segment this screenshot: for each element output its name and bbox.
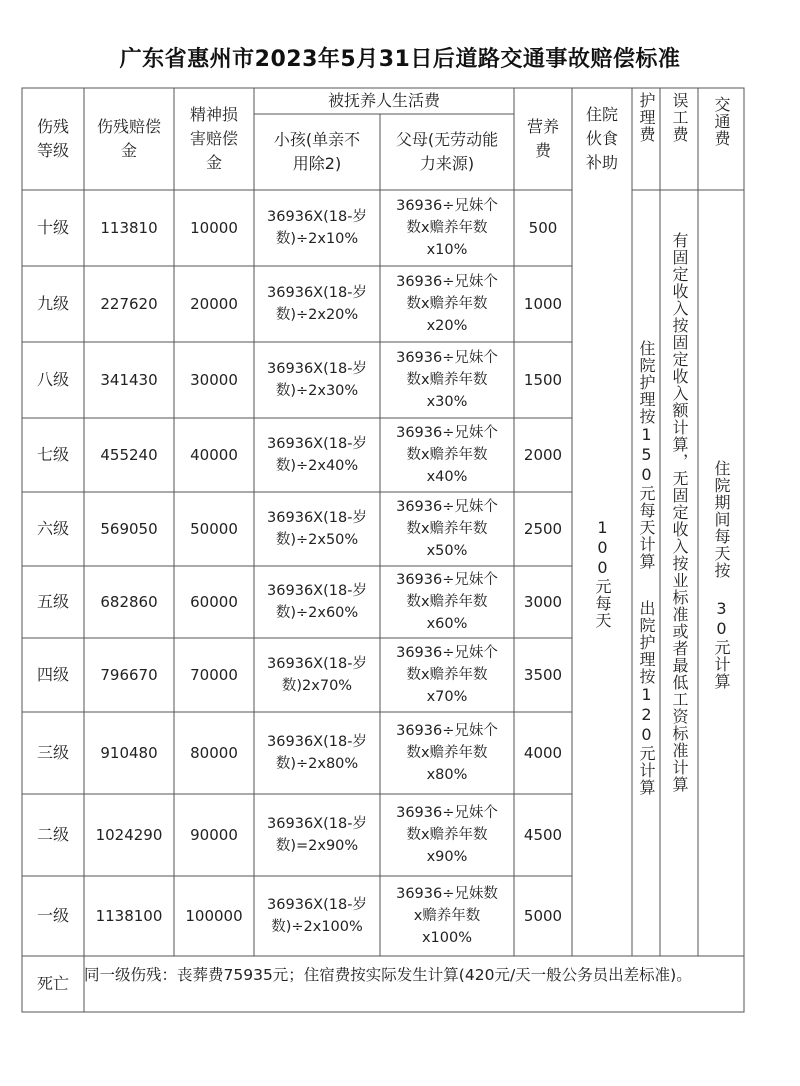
header-compensation: 伤残赔偿金 — [96, 117, 161, 160]
grade-cell: 三级 — [36, 743, 69, 762]
child-formula-cell: 36936X(18-岁数)÷2x20% — [267, 285, 367, 323]
parent-formula-cell: 36936÷兄妹数x赡养年数x100% — [396, 886, 498, 946]
nursing-outpatient: 出院护理按120元计算 — [637, 600, 656, 796]
mental-cell: 40000 — [190, 446, 238, 464]
grade-cell: 十级 — [36, 218, 69, 237]
grade-cell: 七级 — [36, 445, 69, 464]
parent-formula-cell: 36936÷兄妹个数x赡养年数x10% — [396, 198, 498, 258]
compensation-cell: 682860 — [100, 593, 158, 611]
mental-cell: 10000 — [190, 219, 238, 237]
parent-formula-cell: 36936÷兄妹个数x赡养年数x20% — [396, 274, 498, 334]
compensation-cell: 1024290 — [95, 826, 163, 844]
nutrition-cell: 3500 — [523, 666, 563, 684]
compensation-cell: 1138100 — [95, 907, 163, 925]
grade-cell: 九级 — [36, 294, 69, 313]
lost-work-rule: 有固定收入按固定收入额计算，无固定收入按业标准或者最低工资标准计算 — [670, 232, 689, 793]
compensation-cell: 227620 — [100, 295, 158, 313]
parent-formula-cell: 36936÷兄妹个数x赡养年数x30% — [396, 350, 498, 410]
nutrition-cell: 5000 — [523, 907, 563, 925]
nutrition-cell: 3000 — [523, 593, 563, 611]
mental-cell: 90000 — [190, 826, 238, 844]
nutrition-cell: 4500 — [523, 826, 563, 844]
compensation-cell: 341430 — [100, 371, 158, 389]
child-formula-cell: 36936X(18-岁数)=2x90% — [267, 816, 367, 854]
transport-rule: 住院期间每天按 30元计算 — [712, 460, 731, 690]
header-transport: 交通费 — [712, 96, 731, 147]
compensation-cell: 910480 — [100, 744, 158, 762]
header-nursing: 护理费 — [637, 92, 656, 143]
child-formula-cell: 36936X(18-岁数)÷2x80% — [267, 734, 367, 772]
header-mental: 精神损害赔偿金 — [189, 105, 238, 172]
nutrition-cell: 1000 — [523, 295, 563, 313]
grade-cell: 一级 — [36, 906, 69, 925]
header-child: 小孩(单亲不用除2) — [273, 130, 361, 173]
death-text: 同一级伤残：丧葬费75935元；住宿费按实际发生计算(420元/天一般公务员出差标准)。 — [84, 966, 692, 984]
compensation-cell: 455240 — [100, 446, 158, 464]
grade-cell: 二级 — [36, 825, 69, 844]
nutrition-cell: 4000 — [523, 744, 563, 762]
nutrition-cell: 1500 — [523, 371, 563, 389]
nutrition-cell: 2500 — [523, 520, 563, 538]
parent-formula-cell: 36936÷兄妹个数x赡养年数x40% — [396, 425, 498, 485]
mental-cell: 30000 — [190, 371, 238, 389]
header-nutrition: 营养费 — [526, 117, 559, 160]
page-title: 广东省惠州市2023年5月31日后道路交通事故赔偿标准 — [119, 47, 681, 72]
mental-cell: 20000 — [190, 295, 238, 313]
grade-cell: 四级 — [36, 665, 69, 684]
nutrition-cell: 2000 — [523, 446, 563, 464]
parent-formula-cell: 36936÷兄妹个数x赡养年数x70% — [396, 645, 498, 705]
meal-allowance: 100元每天 — [593, 517, 612, 629]
header-meal: 住院伙食补助 — [585, 105, 618, 172]
child-formula-cell: 36936X(18-岁数)÷2x50% — [267, 510, 367, 548]
compensation-cell: 569050 — [100, 520, 158, 538]
grade-cell: 六级 — [36, 519, 69, 538]
child-formula-cell: 36936X(18-岁数)÷2x40% — [267, 436, 367, 474]
child-formula-cell: 36936X(18-岁数)÷2x30% — [267, 361, 367, 399]
header-grade: 伤残等级 — [36, 117, 69, 160]
parent-formula-cell: 36936÷兄妹个数x赡养年数x50% — [396, 499, 498, 559]
grade-cell: 八级 — [36, 370, 69, 389]
compensation-cell: 113810 — [100, 219, 158, 237]
nursing-inpatient: 住院护理按150元每天计算 — [637, 340, 656, 570]
parent-formula-cell: 36936÷兄妹个数x赡养年数x80% — [396, 723, 498, 783]
child-formula-cell: 36936X(18-岁数)÷2x100% — [267, 897, 367, 935]
mental-cell: 80000 — [190, 744, 238, 762]
child-formula-cell: 36936X(18-岁数)2x70% — [267, 656, 367, 694]
header-dependents: 被抚养人生活费 — [327, 91, 440, 110]
nutrition-cell: 500 — [528, 219, 558, 237]
parent-formula-cell: 36936÷兄妹个数x赡养年数x60% — [396, 572, 498, 632]
header-parents: 父母(无劳动能力来源) — [395, 130, 499, 173]
mental-cell: 60000 — [190, 593, 238, 611]
parent-formula-cell: 36936÷兄妹个数x赡养年数x90% — [396, 805, 498, 865]
child-formula-cell: 36936X(18-岁数)÷2x60% — [267, 583, 367, 621]
mental-cell: 50000 — [190, 520, 238, 538]
mental-cell: 70000 — [190, 666, 238, 684]
grade-cell: 五级 — [36, 592, 69, 611]
death-label: 死亡 — [36, 974, 69, 993]
mental-cell: 100000 — [185, 907, 243, 925]
compensation-cell: 796670 — [100, 666, 158, 684]
child-formula-cell: 36936X(18-岁数)÷2x10% — [267, 209, 367, 247]
header-lost-work: 误工费 — [670, 92, 689, 143]
